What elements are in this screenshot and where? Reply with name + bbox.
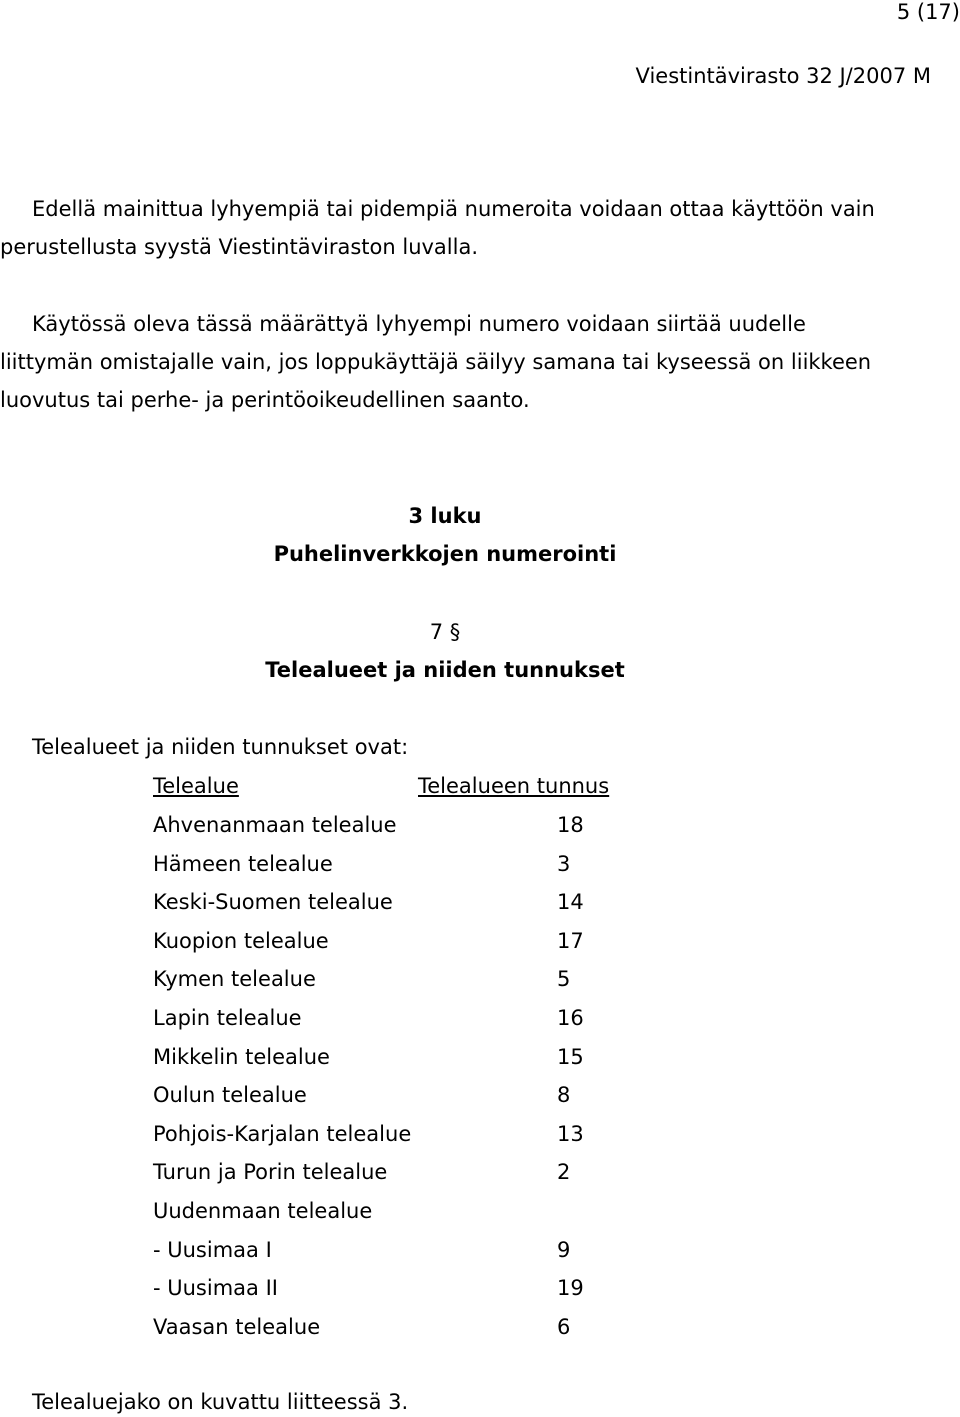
table-row-name: - Uusimaa II [153,1276,278,1300]
table-row-code: 18 [557,813,584,837]
table-row-code: 2 [557,1160,571,1184]
table-row-name: - Uusimaa I [153,1238,272,1262]
chapter-title: Puhelinverkkojen numerointi [273,542,617,566]
table-row-name: Uudenmaan telealue [153,1199,373,1223]
table-row-code: 5 [557,967,571,991]
table-row-name: Vaasan telealue [153,1315,321,1339]
table-header-area: Telealue [153,774,239,798]
table-row-name: Mikkelin telealue [153,1045,330,1069]
footer-note: Telealuejako on kuvattu liitteessä 3. [32,1390,409,1414]
table-row-name: Lapin telealue [153,1006,302,1030]
table-row-code: 15 [557,1045,584,1069]
table-row-name: Hämeen telealue [153,852,333,876]
paragraph-1: Edellä mainittua lyhyempiä tai pidempiä numeroita voidaan ottaa käyttöön vain perustellusta syystä Viestintäviraston luvalla. [0,197,875,259]
table-row-name: Kymen telealue [153,967,316,991]
table-row-name: Turun ja Porin telealue [153,1160,388,1184]
table-header-code: Telealueen tunnus [418,774,610,798]
table-row-name: Pohjois-Karjalan telealue [153,1122,412,1146]
table-row-name: Ahvenanmaan telealue [153,813,397,837]
table-row-name: Oulun telealue [153,1083,307,1107]
table-row-code: 19 [557,1276,584,1300]
table-row-code: 6 [557,1315,571,1339]
paragraph-2: Käytössä oleva tässä määrättyä lyhyempi numero voidaan siirtää uudelle liittymän omistajalle vain, jos loppukäyttäjä säilyy samana tai kyseessä on liikkeen luovutus tai perhe- ja perintöoikeudellinen saanto. [0,312,872,412]
chapter-number: 3 luku [408,504,482,528]
page-number: 5 (17) [896,0,960,24]
table-row-code: 14 [557,890,584,914]
table-row-code: 13 [557,1122,584,1146]
table-row-code: 17 [557,929,584,953]
table-row-name: Kuopion telealue [153,929,329,953]
table-row-code: 8 [557,1083,571,1107]
section-title: Telealueet ja niiden tunnukset [265,658,625,682]
intro-text: Telealueet ja niiden tunnukset ovat: [32,735,409,759]
section-number: 7 § [429,620,461,644]
table-row-name: Keski-Suomen telealue [153,890,393,914]
document-reference: Viestintävirasto 32 J/2007 M [635,64,931,88]
table-row-code: 3 [557,852,571,876]
table-row-code: 9 [557,1238,571,1262]
table-row-code: 16 [557,1006,584,1030]
